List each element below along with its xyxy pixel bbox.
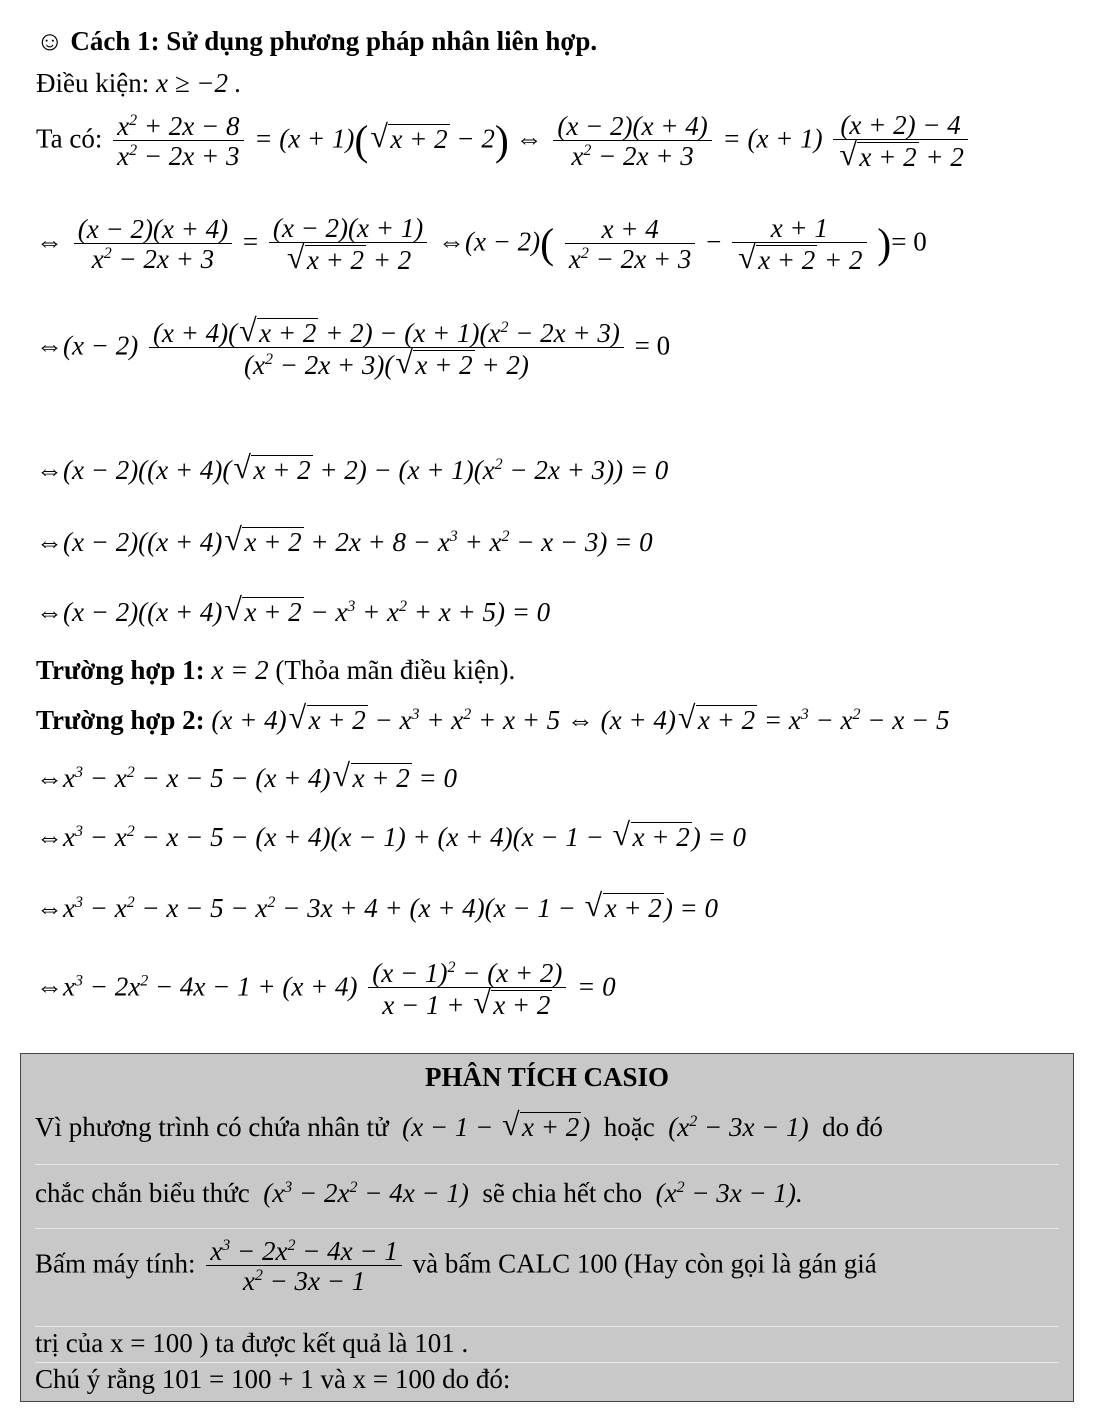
equation-line-6: ⇔(x − 2)((x + 4)√ $x + 2 - x^3 + x^2 + x + 5) = 0$ [36,597,550,626]
casio-text: và bấm CALC 100 (Hay còn gọi là gán giá [412,1248,877,1279]
casio-row-5: Chú ý rằng 101 = 100 + 1 và x = 100 do đó: [35,1364,511,1394]
case-2-label: Trường hợp 2: [36,705,205,735]
case-1-note: (Thỏa mãn điều kiện). [275,655,516,685]
casio-title: PHÂN TÍCH CASIO [424,1062,670,1092]
condition-label: Điều kiện: [36,68,150,98]
equation-line-3: ⇔(x − 2) $\frac{(x + 4)(√ x + 2 + 2) - (x + 1)(x^2 - 2x + 3)}{(x^2 - 2x + 3)(√ x + 2 + 2)}$ = 0 [36,318,670,379]
casio-row-1: Vì phương trình có chứa nhân tử (x − 1 − √ x + 2) hoặc $(x^2 - 3x - 1)$ do đó [35,1112,1059,1165]
equation-line-8: $\Leftrightarrow x^3 - x^2 - x - 5 - (x + 4)(x - 1) + (x + 4)(x - 1$ − √ x + 2) = 0 [36,822,746,851]
equation-line-2: ⇔ $\frac{(x - 2)(x + 4)}{x^2 - 2x + 3}$ = (x − 2)(x + 1) √ x + 2 + 2 ⇔(x − 2)( $\frac{x + 4}{x^2 - 2x + 3}$ − x + 1 √ x + 2 + 2 )= 0 [36,215,927,274]
equation-line-5: ⇔(x − 2)((x + 4)√ $x + 2 + 2x + 8 - x^3 + x^2 - x - 3) = 0$ [36,527,653,556]
condition-line [36,70,242,97]
ta-co-label: Ta có: [36,123,103,154]
equation-line-1: Ta có: $\frac{x^2 + 2x - 8}{x^2 - 2x + 3}$ = (x + 1)(√ x + 2 − 2) ⇔ $\frac{(x - 2)(x + 4)}{x^2 - 2x + 3}$ = (x + 1) (x + 2) − 4 √ x + 2 + 2 [36,112,972,171]
casio-text: chắc chắn biểu thức [35,1178,250,1208]
case-1-label: Trường hợp 1: [36,655,205,685]
casio-row-2: chắc chắn biểu thức $(x^3 - 2x^2 - 4x - 1)$ sẽ chia hết cho $(x^2 - 3x - 1)$. [35,1180,1059,1229]
casio-analysis-box [20,1053,1074,1402]
condition-expr: x ≥ −2 . [155,68,242,98]
case-1-expr: x = 2 [211,655,269,685]
casio-row-3: Bấm máy tính: $\frac{x^3 - 2x^2 - 4x - 1}{x^2 - 3x - 1}$ và bấm CALC 100 (Hay còn gọi là gán giá [35,1238,1059,1327]
casio-text: sẽ chia hết cho [482,1178,643,1208]
equation-line-10: $\Leftrightarrow x^3 - 2x^2 - 4x - 1 + (x + 4)$ $\frac{(x - 1)^2 - (x + 2)}{x - 1 + √ x + 2}$ = 0 [36,960,616,1019]
case-2-line: Trường hợp 2: (x + 4)√ $x + 2 - x^3 + x^2 + x + 5$ ⇔ (x + 4)√ $x + 2 = x^3 - x^2 - x - 5$ [36,705,949,734]
casio-text: do đó [822,1112,883,1142]
casio-text: Vì phương trình có chứa nhân tử [35,1112,389,1142]
fraction: $\frac{x^2 + 2x - 8}{x^2 - 2x + 3}$ [113,113,243,170]
casio-row-4: trị của x = 100 ) ta được kết quả là 101 . [35,1330,1059,1363]
equation-line-7: $\Leftrightarrow x^3 - x^2 - x - 5 - (x + 4)√$ x + 2 = 0 [36,763,457,792]
equation-line-4: ⇔(x − 2)((x + 4)(√ $x + 2 + 2) - (x + 1)(x^2 - 2x + 3)) = 0$ [36,455,668,484]
casio-text: hoặc [603,1112,655,1142]
section-heading: ☺ Cách 1: Sử dụng phương pháp nhân liên hợp. [36,26,598,56]
case-1-line [36,657,515,684]
equation-line-9: $\Leftrightarrow x^3 - x^2 - x - 5 - x^2 - 3x + 4 + (x + 4)(x - 1$ − √ x + 2) = 0 [36,893,718,922]
casio-text: Bấm máy tính: [35,1248,196,1279]
